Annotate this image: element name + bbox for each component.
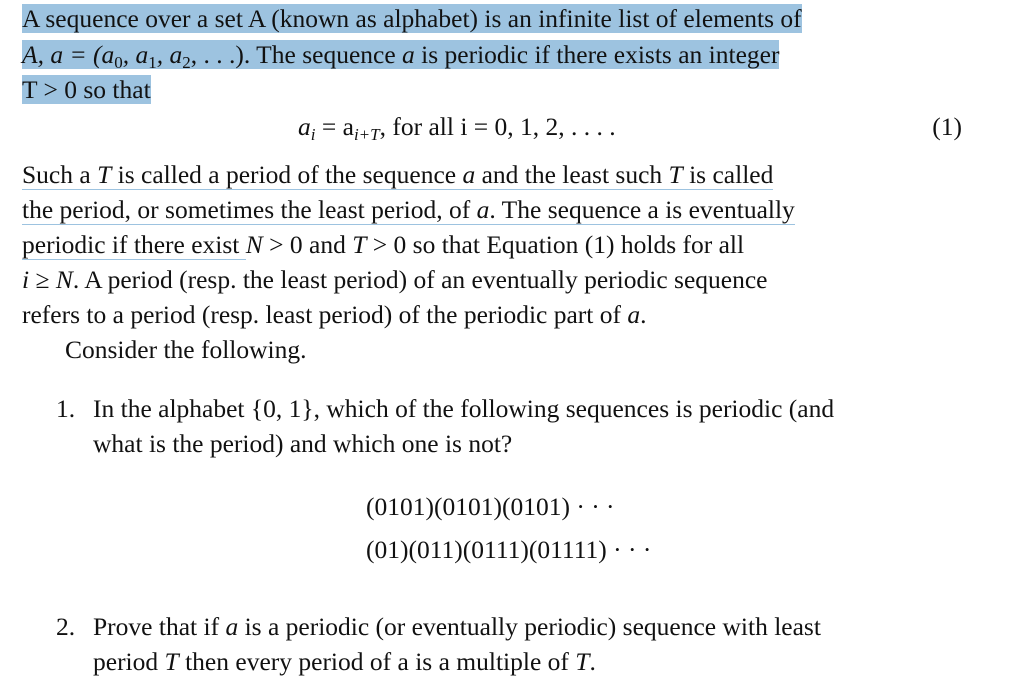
para2-line-5: refers to a period (resp. least period) of the periodic part of a. (22, 300, 647, 329)
equation-number: (1) (932, 112, 962, 141)
definition-line-2 (22, 38, 779, 72)
highlighted-text: A, $a = (a_0$, $a_1$, $a_2$, . . .). The sequence a is periodic if there exists an integer (22, 40, 780, 72)
highlighted-text: T > 0 so that (22, 75, 151, 104)
para2-line-1: Such a T is called a period of the sequence a and the least such T is called (22, 160, 774, 189)
item-1-number: 1. (56, 394, 76, 423)
equation-1: $a_i = a_{i+T}$, for all i = 0, 1, 2, . . . . (298, 112, 616, 144)
para2-line-6: Consider the following. (65, 335, 307, 364)
definition-line-1 (22, 2, 802, 36)
para2-line-3: periodic if there exist N > 0 and T > 0 so that Equation (1) holds for all (22, 230, 745, 259)
item-2-number: 2. (56, 612, 76, 641)
item-1-line-1: In the alphabet {0, 1}, which of the following sequences is periodic (and (93, 394, 835, 423)
sequence-periodic: (0101)(0101)(0101) · · · (366, 492, 615, 521)
para2-line-4: i ≥ N. A period (resp. the least period) of an eventually periodic sequence (22, 265, 768, 294)
sequence-nonperiodic: (01)(011)(0111)(01111) · · · (366, 535, 652, 564)
highlighted-text: A sequence over a set A (known as alphabet) is an infinite list of elements of (22, 4, 802, 33)
item-2-line-1: Prove that if a is a periodic (or eventually periodic) sequence with least (93, 612, 821, 641)
para2-line-2: the period, or sometimes the least period, of a. The sequence a is eventually (22, 195, 795, 224)
item-1-line-2: what is the period) and which one is not? (93, 429, 513, 458)
item-2-line-2: period T then every period of a is a multiple of T. (93, 647, 596, 676)
definition-line-3 (22, 73, 151, 107)
